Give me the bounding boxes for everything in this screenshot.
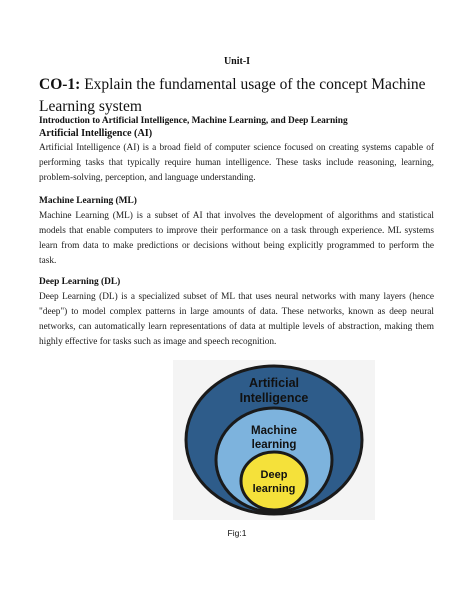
ai-label-line2: Intelligence xyxy=(239,391,309,405)
title-text: Explain the fundamental usage of the concept Machine Learning system xyxy=(39,76,426,115)
ai-paragraph: Artificial Intelligence (AI) is a broad field of computer science focused on creating systems capable of performing tasks that typically require human intelligence. These tasks include reasoning, learning, problem-solving, perception, and language understanding. xyxy=(39,143,434,183)
ml-paragraph: Machine Learning (ML) is a subset of AI that involves the development of algorithms and statistical models that enable computers to improve their performance on a task through experience. ML systems learn from data to make predictions or decisions without being explicitly programmed to perform the task. xyxy=(39,211,434,266)
title-prefix: CO-1: xyxy=(39,76,81,93)
ml-heading: Machine Learning (ML) xyxy=(39,196,137,206)
ai-ml-dl-diagram xyxy=(173,360,375,520)
dl-label-line1: Deep xyxy=(260,469,288,481)
dl-heading: Deep Learning (DL) xyxy=(39,277,121,287)
dl-circle xyxy=(241,452,307,510)
dl-label-line2: learning xyxy=(252,483,296,495)
ml-label-line1: Machine xyxy=(250,425,298,437)
ai-label-line1: Artificial xyxy=(248,376,300,390)
intro-heading: Introduction to Artificial Intelligence, Machine Learning, and Deep Learning xyxy=(39,116,348,126)
ml-label-line2: learning xyxy=(251,439,297,451)
dl-paragraph: Deep Learning (DL) is a specialized subset of ML that uses neural networks with many layers (hence "deep") to model complex patterns in large amounts of data. These networks, known as deep neural networks, can automatically learn representations of data at multiple levels of abstraction, making them highly effective for tasks such as image and speech recognition. xyxy=(39,292,434,347)
page-title xyxy=(39,74,439,118)
figure-caption: Fig:1 xyxy=(227,528,247,538)
ai-heading: Artificial Intelligence (AI) xyxy=(39,128,153,139)
nested-circles-diagram xyxy=(173,360,375,520)
unit-label: Unit-I xyxy=(223,56,251,67)
